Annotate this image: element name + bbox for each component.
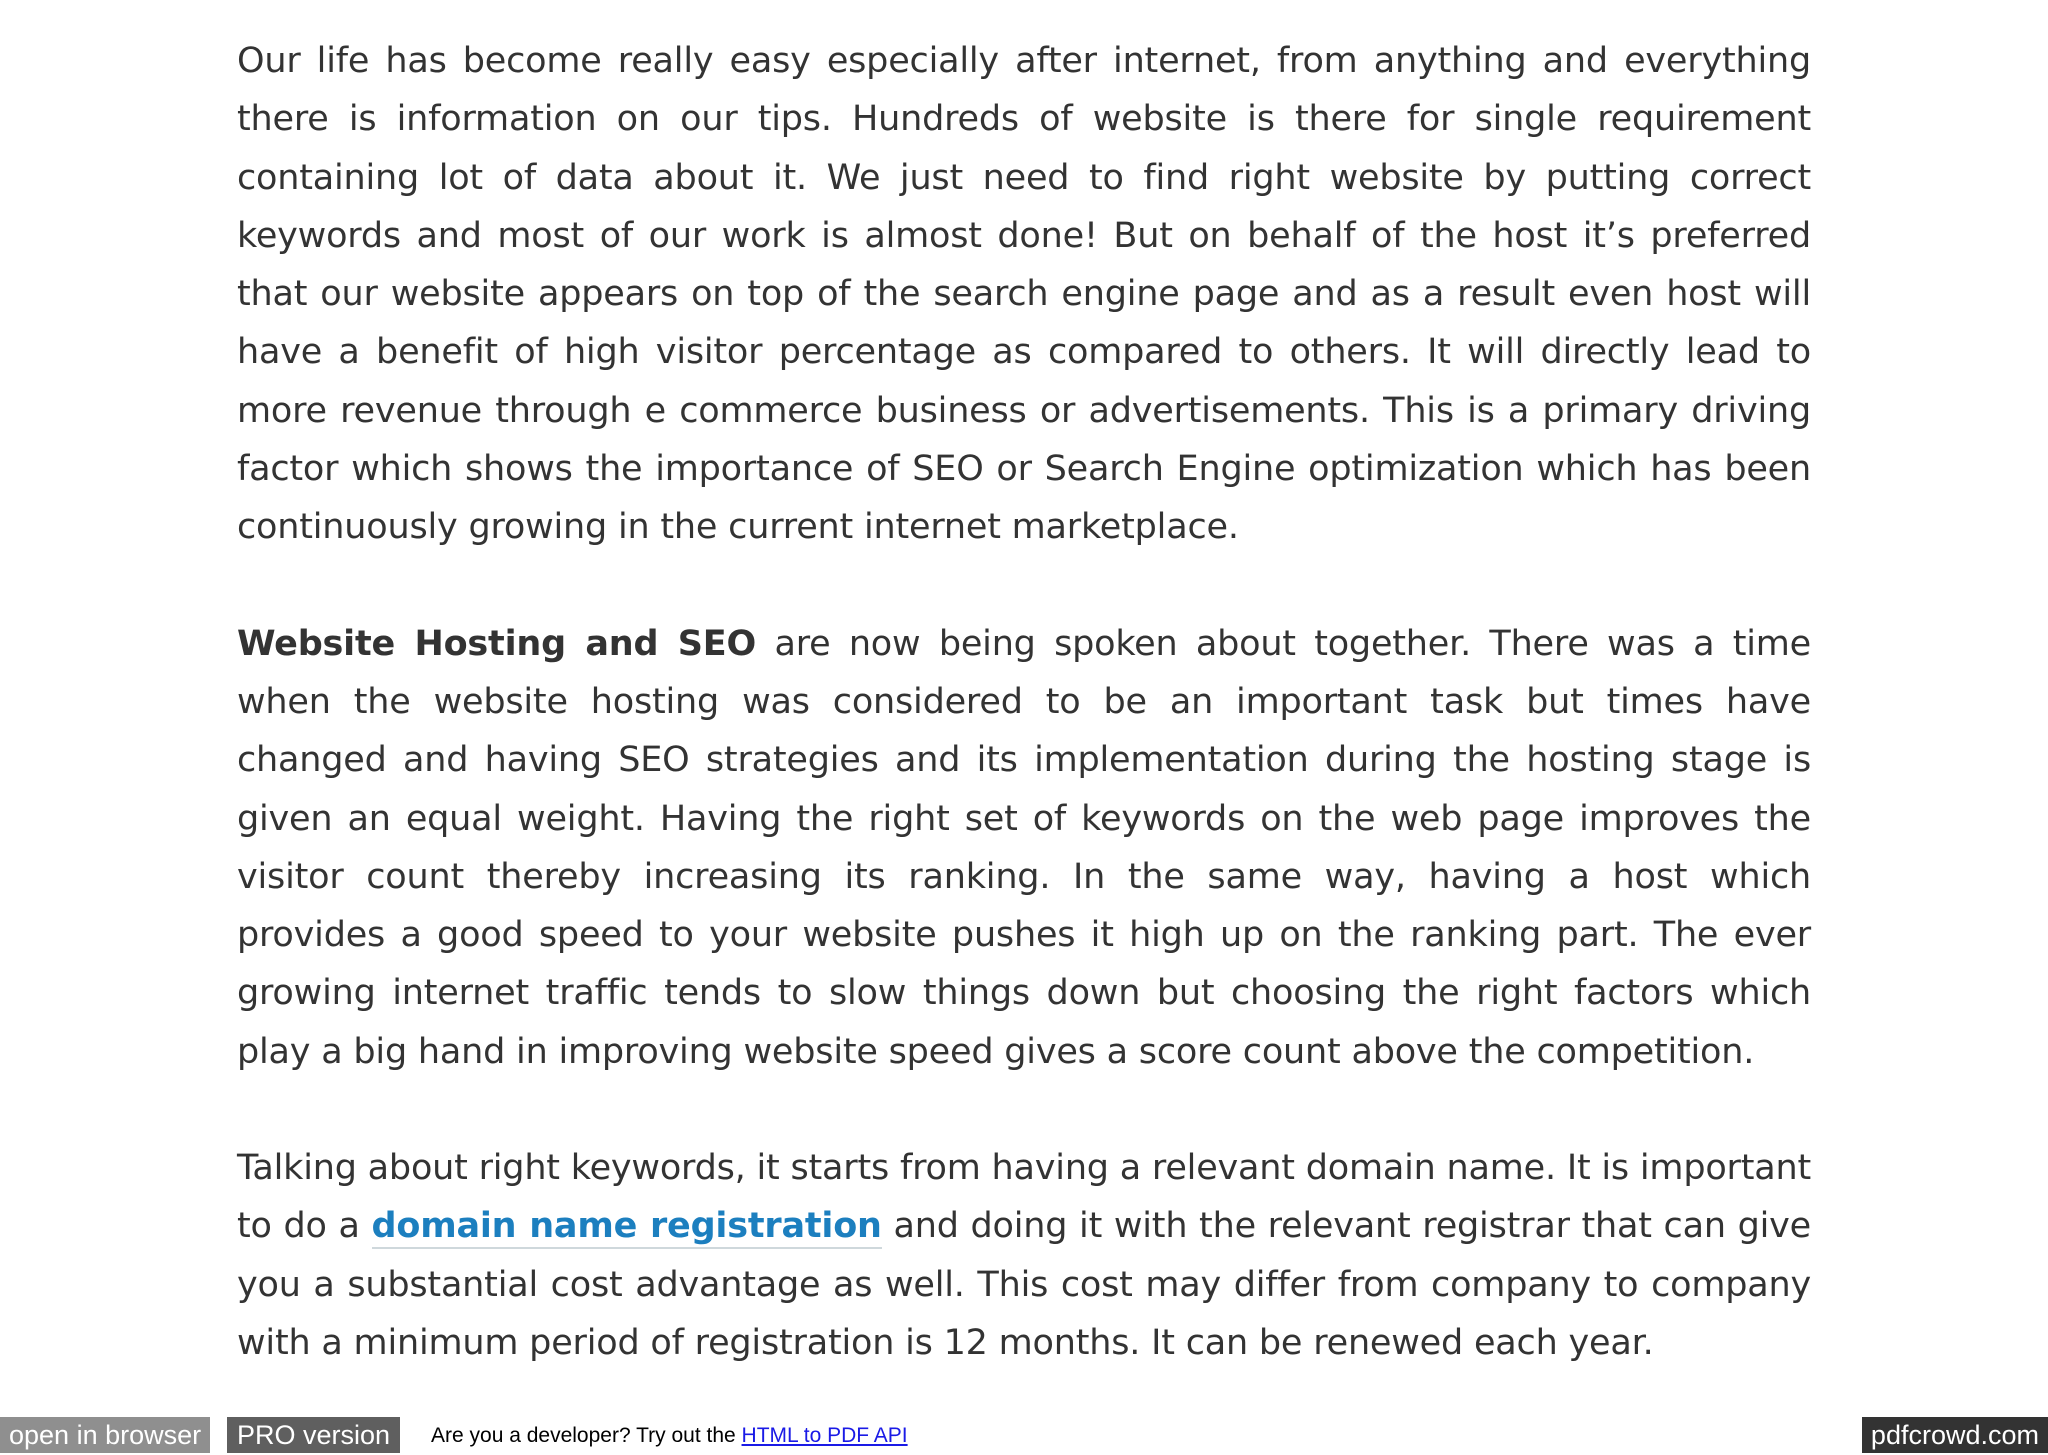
paragraph-domain [237, 1139, 1811, 1372]
pdfcrowd-brand-link[interactable]: pdfcrowd.com [1862, 1417, 2048, 1453]
domain-registration-link[interactable]: domain name registration [372, 1206, 882, 1249]
paragraph-hosting-seo [237, 615, 1811, 1081]
developer-promo [431, 1417, 908, 1453]
paragraph-domain-text-before: Talking about right keywords, it starts from having a relevant domain name. It is important to do a [237, 1148, 1812, 1247]
open-in-browser-button[interactable]: open in browser [0, 1417, 210, 1453]
article-content [237, 32, 1811, 1372]
pdfcrowd-footer-bar [0, 1417, 2048, 1453]
pro-version-button[interactable]: PRO version [227, 1417, 400, 1453]
bold-heading-text: Website Hosting and SEO [237, 623, 757, 664]
paragraph-intro: Our life has become really easy especially after internet, from anything and everything there is information on our tips. Hundreds of website is there for single requirement containing lot of data about it. We just need to find right website by putting correct keywords and most of our work is almost done! But on behalf of the host it’s preferred that our website appears on top of the search engine page and as a result even host will have a benefit of high visitor percentage as compared to others. It will directly lead to more revenue through e commerce business or advertisements. This is a primary driving factor which shows the importance of SEO or Search Engine optimization which has been continuously growing in the current internet marketplace. [237, 41, 1811, 548]
html-to-pdf-api-link[interactable]: HTML to PDF API [741, 1424, 908, 1447]
developer-promo-text: Are you a developer? Try out the [431, 1424, 742, 1447]
paragraph-domain-text-after: and doing it with the relevant registrar that can give you a substantial cost advantage as well. This cost may differ from company to company with a minimum period of registration is 12 months. It can be renewed each year. [237, 1206, 1811, 1363]
paragraph-hosting-text: are now being spoken about together. There was a time when the website hosting was considered to be an important task but times have changed and having SEO strategies and its implementation during the hosting stage is given an equal weight. Having the right set of keywords on the web page improves the visitor count thereby increasing its ranking. In the same way, having a host which provides a good speed to your website pushes it high up on the ranking part. The ever growing internet traffic tends to slow things down but choosing the right factors which play a big hand in improving website speed gives a score count above the competition. [237, 623, 1811, 1072]
